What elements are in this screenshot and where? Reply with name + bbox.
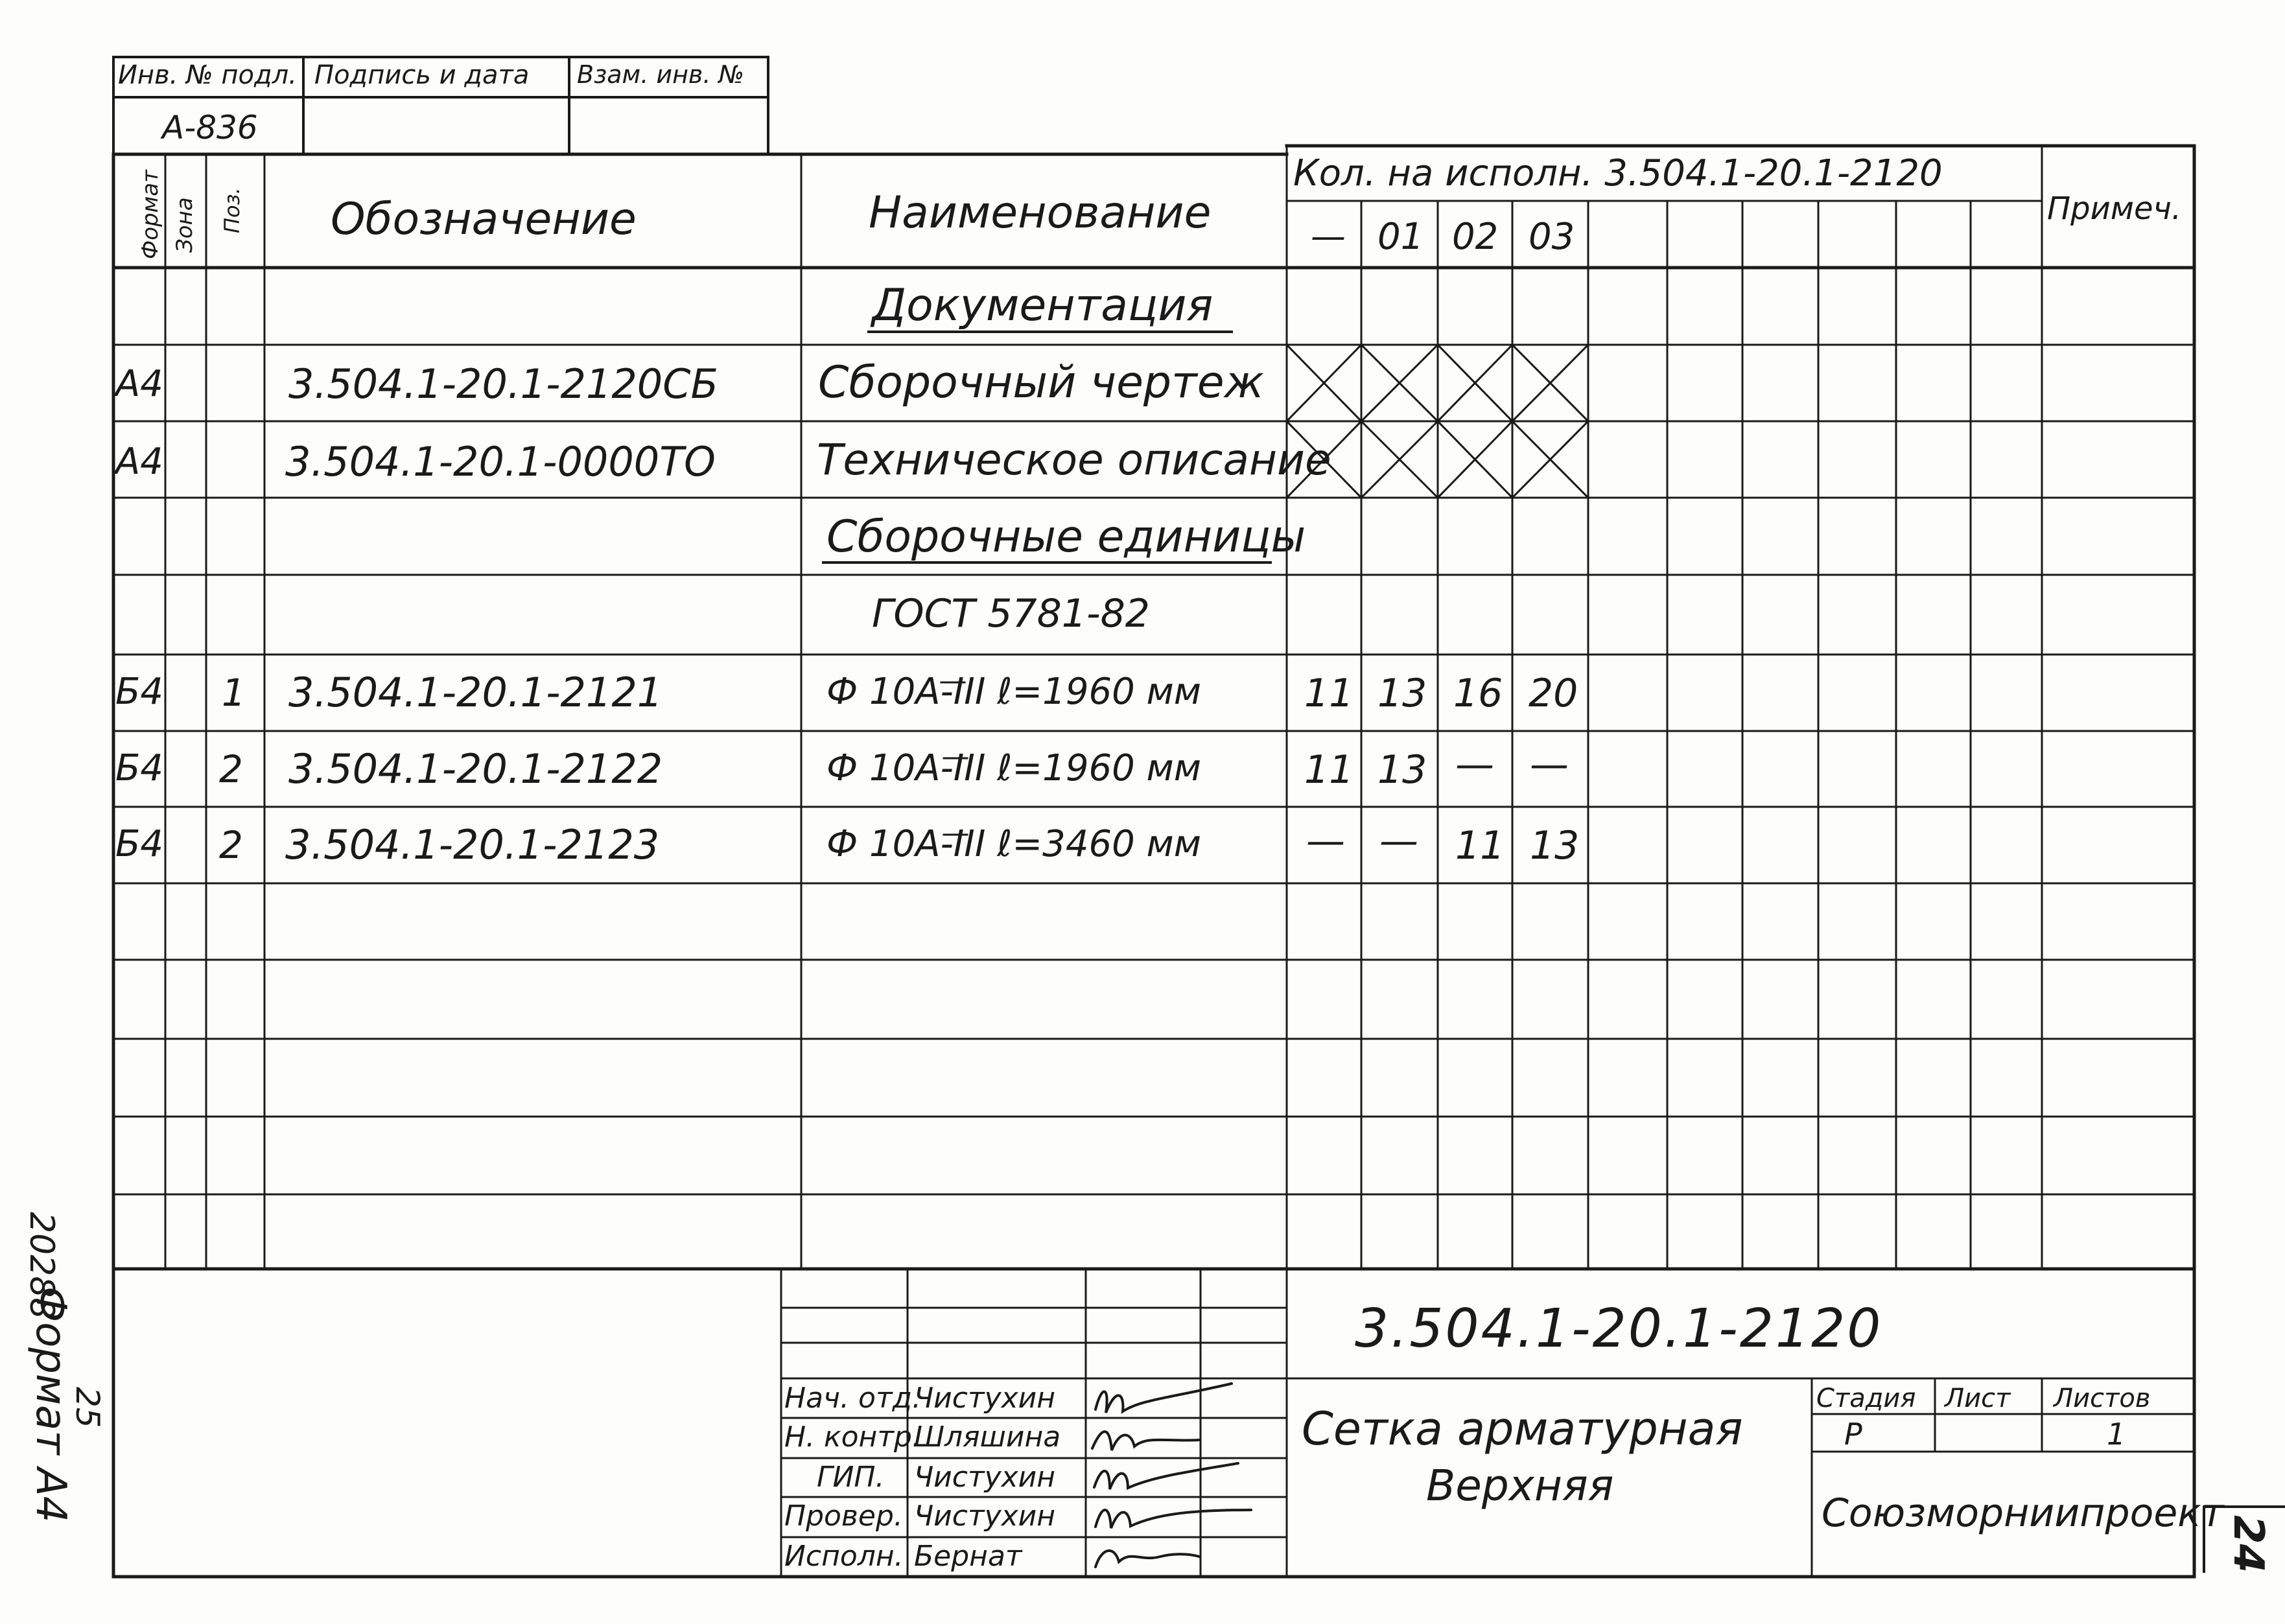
row-6-format: Б4: [115, 747, 164, 789]
document-name-line1: Сетка арматурная: [1302, 1402, 1743, 1456]
document-name-line2: Верхняя: [1426, 1461, 1614, 1511]
ispoln-col-1: 01: [1377, 216, 1424, 258]
row-0-naimenovanie: Документация: [872, 280, 1213, 331]
row-7-naimenovanie: Ф 10А-III ℓ=3460 мм: [826, 823, 1201, 865]
signature-4: [1096, 1551, 1199, 1567]
signer-4-role: Исполн.: [784, 1540, 904, 1573]
row-2-oboznachenie: 3.504.1-20.1-0000ТО: [285, 438, 716, 485]
page-number: 24: [2224, 1515, 2272, 1573]
row-5-qty-2: 16: [1453, 671, 1503, 716]
copy-number: 25: [69, 1387, 106, 1428]
row-5-naimenovanie: Ф 10А-III ℓ=1960 мм: [826, 671, 1201, 713]
row-6-qty-1: 13: [1377, 747, 1427, 793]
row-1-naimenovanie: Сборочный чертеж: [818, 357, 1264, 408]
signer-2-name: Чистухин: [914, 1461, 1056, 1494]
organization-name: Союзморниипроект: [1822, 1491, 2224, 1536]
signer-1-name: Шляшина: [914, 1421, 1061, 1454]
signature-0: [1096, 1384, 1232, 1413]
podpis-data-header: Подпись и дата: [314, 60, 530, 90]
signature-2: [1094, 1463, 1238, 1489]
listov-label: Листов: [2054, 1384, 2151, 1413]
document-designation: 3.504.1-20.1-2120: [1355, 1298, 1883, 1360]
row-7-oboznachenie: 3.504.1-20.1-2123: [285, 821, 660, 868]
poz-header: Поз.: [220, 187, 244, 233]
row-7-qty-3: 13: [1530, 823, 1580, 868]
inv-podl-value: А-836: [162, 109, 258, 146]
row-6-naimenovanie: Ф 10А-III ℓ=1960 мм: [826, 747, 1201, 789]
ispoln-col-0: —: [1311, 216, 1346, 257]
row-6-poz: 2: [219, 747, 243, 791]
row-3-naimenovanie: Сборочные единицы: [826, 511, 1306, 563]
signer-3-name: Чистухин: [914, 1500, 1056, 1533]
stadiya-label: Стадия: [1816, 1384, 1916, 1413]
zona-header: Зона: [172, 197, 198, 253]
signer-4-name: Бернат: [914, 1540, 1022, 1573]
signer-3-role: Провер.: [784, 1500, 903, 1533]
oboznachenie-header: Обозначение: [331, 194, 637, 245]
row-7-poz: 2: [219, 823, 243, 867]
list-label: Лист: [1945, 1384, 2011, 1413]
row-6-qty-3: —: [1530, 742, 1569, 787]
row-7-qty-0: —: [1306, 818, 1345, 864]
row-1-format: А4: [115, 363, 163, 405]
ispoln-col-3: 03: [1529, 216, 1575, 258]
kol-na-ispoln-header: Кол. на исполн. 3.504.1-20.1-2120: [1293, 152, 1943, 194]
row-7-qty-2: 11: [1455, 823, 1505, 868]
row-7-qty-1: —: [1379, 818, 1418, 864]
row-5-poz: 1: [222, 671, 246, 715]
row-5-format: Б4: [115, 671, 164, 713]
ispoln-col-2: 02: [1452, 216, 1499, 258]
row-7-format: Б4: [115, 823, 164, 865]
row-4-naimenovanie: ГОСТ 5781-82: [872, 591, 1150, 636]
signer-0-role: Нач. отд.: [784, 1382, 921, 1415]
row-5-qty-3: 20: [1529, 671, 1578, 716]
listov-value: 1: [2107, 1417, 2126, 1452]
row-6-qty-2: —: [1455, 742, 1494, 787]
row-2-naimenovanie: Техническое описание: [817, 435, 1331, 485]
signature-3: [1096, 1510, 1251, 1528]
archive-number: 20288: [22, 1212, 61, 1319]
format-header: Формат: [137, 170, 163, 259]
signer-2-role: ГИП.: [817, 1461, 885, 1494]
row-5-qty-0: 11: [1304, 671, 1354, 716]
signer-0-name: Чистухин: [914, 1382, 1056, 1415]
stadiya-value: Р: [1844, 1417, 1862, 1452]
vzam-inv-header: Взам. инв. №: [577, 60, 745, 89]
row-2-format: А4: [115, 441, 163, 483]
signer-1-role: Н. контр.: [784, 1421, 921, 1454]
primech-header: Примеч.: [2047, 191, 2182, 227]
row-6-oboznachenie: 3.504.1-20.1-2122: [288, 745, 663, 793]
row-6-qty-0: 11: [1304, 747, 1354, 793]
signature-1: [1092, 1432, 1199, 1450]
format-label: Формат А4: [27, 1286, 75, 1523]
naimenovanie-header: Наименование: [869, 187, 1212, 238]
row-5-qty-1: 13: [1377, 671, 1427, 716]
inv-podl-header: Инв. № подл.: [118, 60, 297, 90]
row-1-oboznachenie: 3.504.1-20.1-2120СБ: [288, 360, 719, 408]
row-5-oboznachenie: 3.504.1-20.1-2121: [288, 669, 663, 716]
